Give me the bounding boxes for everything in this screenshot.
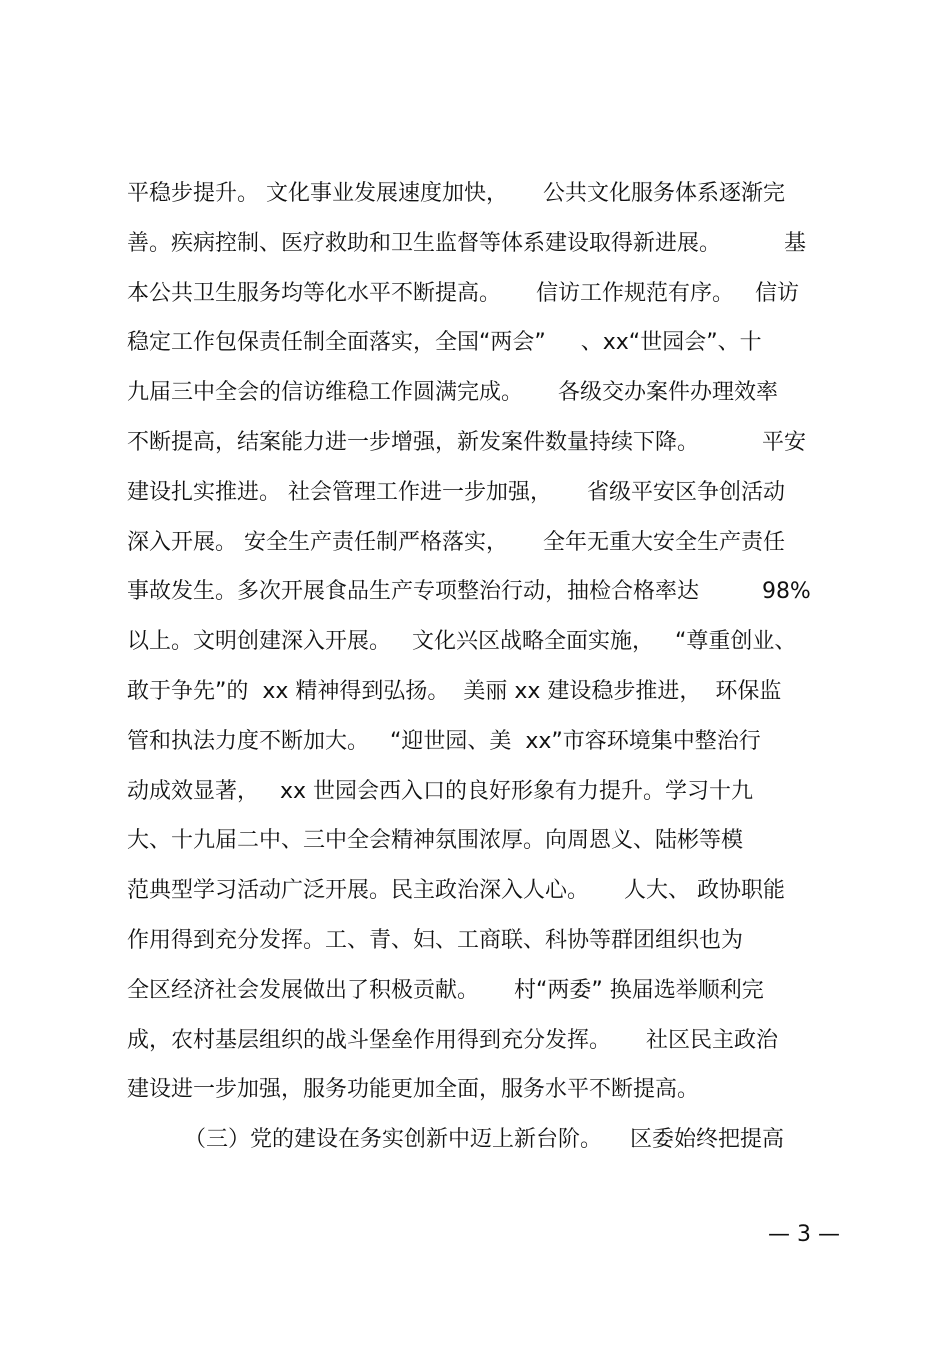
text-line-5: 九届三中全会的信访维稳工作圆满完成。 各级交办案件办理效率 xyxy=(127,380,778,406)
text-line-14: 大、十九届二中、三中全会精神氛围浓厚。向周恩义、陆彬等模 xyxy=(127,828,744,854)
body-text xyxy=(127,176,843,1172)
text-line-8: 深入开展。 安全生产责任制严格落实， 全年无重大安全生产责任 xyxy=(127,529,785,555)
text-line-9: 事故发生。多次开展食品生产专项整治行动，抽检合格率达 98% xyxy=(127,579,811,605)
page-number: — 3 — xyxy=(768,1222,840,1247)
text-line-16: 作用得到充分发挥。工、青、妇、工商联、科协等群团组织也为 xyxy=(127,927,744,953)
text-line-1: 平稳步提升。 文化事业发展速度加快， 公共文化服务体系逐渐完 xyxy=(127,181,785,206)
text-line-2: 善。疾病控制、医疗救助和卫生监督等体系建设取得新进展。 基 xyxy=(127,230,806,256)
text-line-18: 成，农村基层组织的战斗堡垒作用得到充分发挥。 社区民主政治 xyxy=(127,1027,778,1053)
text-line-12: 管和执法力度不断加大。 “迎世园、美 xx”市容环境集中整治行 xyxy=(127,728,761,754)
text-line-19: 建设进一步加强，服务功能更加全面，服务水平不断提高。 xyxy=(127,1077,700,1103)
section-heading-line: （三）党的建设在务实创新中迈上新台阶。 区委始终把提高 xyxy=(184,1127,784,1153)
text-line-7: 建设扎实推进。 社会管理工作进一步加强， 省级平安区争创活动 xyxy=(127,479,785,505)
text-line-17: 全区经济社会发展做出了积极贡献。 村“两委” 换届选举顺利完 xyxy=(127,977,764,1003)
text-line-15: 范典型学习活动广泛开展。民主政治深入人心。 人大、 政协职能 xyxy=(127,878,785,904)
text-line-4: 稳定工作包保责任制全面落实，全国“两会” 、xx“世园会”、十 xyxy=(127,330,762,356)
text-line-10: 以上。文明创建深入开展。 文化兴区战略全面实施， “尊重创业、 xyxy=(127,629,797,655)
text-line-13: 动成效显著， xx 世园会西入口的良好形象有力提升。学习十九 xyxy=(127,778,754,804)
text-line-3: 本公共卫生服务均等化水平不断提高。 信访工作规范有序。 信访 xyxy=(127,280,799,306)
text-line-6: 不断提高，结案能力进一步增强，新发案件数量持续下降。 平安 xyxy=(127,429,806,455)
text-line-11: 敢于争先”的 xx 精神得到弘扬。 美丽 xx 建设稳步推进， 环保监 xyxy=(127,678,782,704)
